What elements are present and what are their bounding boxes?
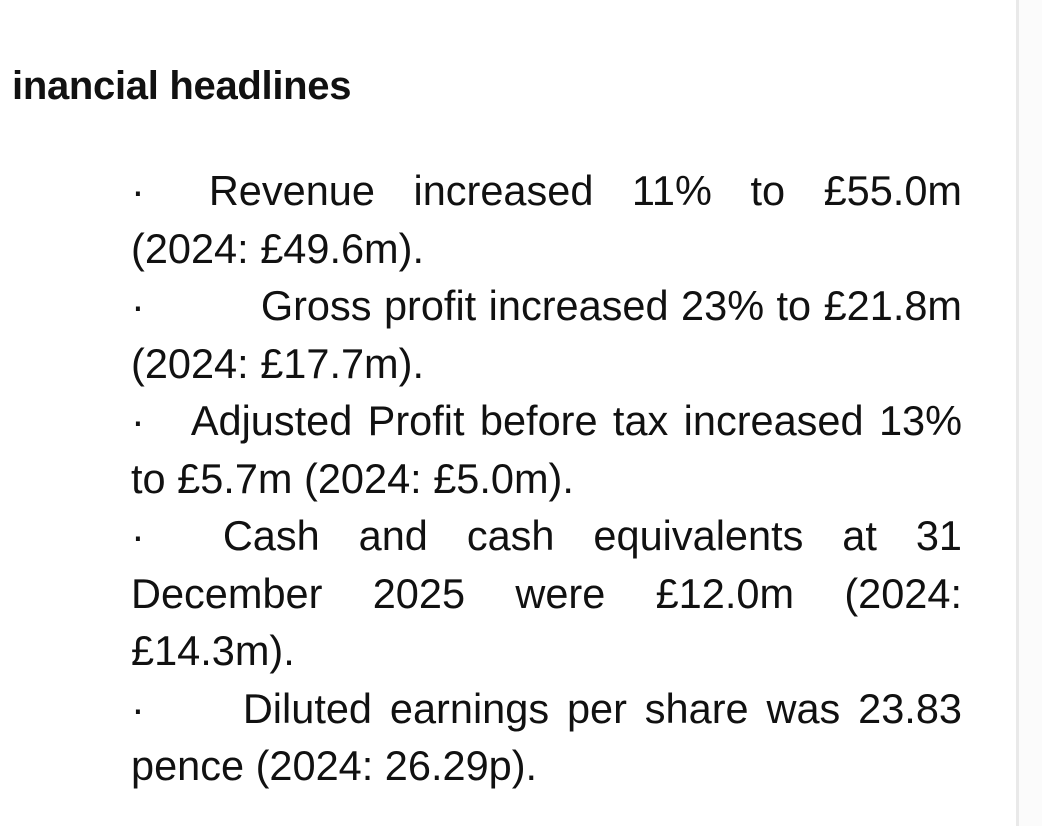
headline-text: Adjusted Profit before tax increased 13% to £5.7m (2024: £5.0m). — [131, 397, 962, 502]
headline-text: Cash and cash equivalents at 31 December 2025 were £12.0m (2024: £14.3m). — [131, 512, 962, 674]
headline-item-revenue — [131, 162, 962, 277]
bullet-marker: · — [131, 512, 145, 559]
headline-item-gross-profit — [131, 277, 962, 392]
right-gutter — [1019, 0, 1042, 826]
headline-list — [131, 162, 962, 795]
headline-text: Revenue increased 11% to £55.0m (2024: £49.6m). — [131, 167, 962, 272]
headline-text: Diluted earnings per share was 23.83 pence (2024: 26.29p). — [131, 684, 962, 789]
bullet-marker: · — [131, 397, 145, 444]
bullet-marker: · — [131, 167, 145, 214]
bullet-marker: · — [131, 684, 145, 732]
bullet-marker: · — [131, 282, 145, 329]
headline-text: Gross profit increased 23% to £21.8m (2024: £17.7m). — [131, 282, 962, 387]
headline-item-adjusted-profit — [131, 392, 962, 507]
headline-item-cash — [131, 507, 962, 680]
section-heading: inancial headlines — [12, 64, 352, 108]
headline-item-diluted-eps — [131, 680, 962, 795]
